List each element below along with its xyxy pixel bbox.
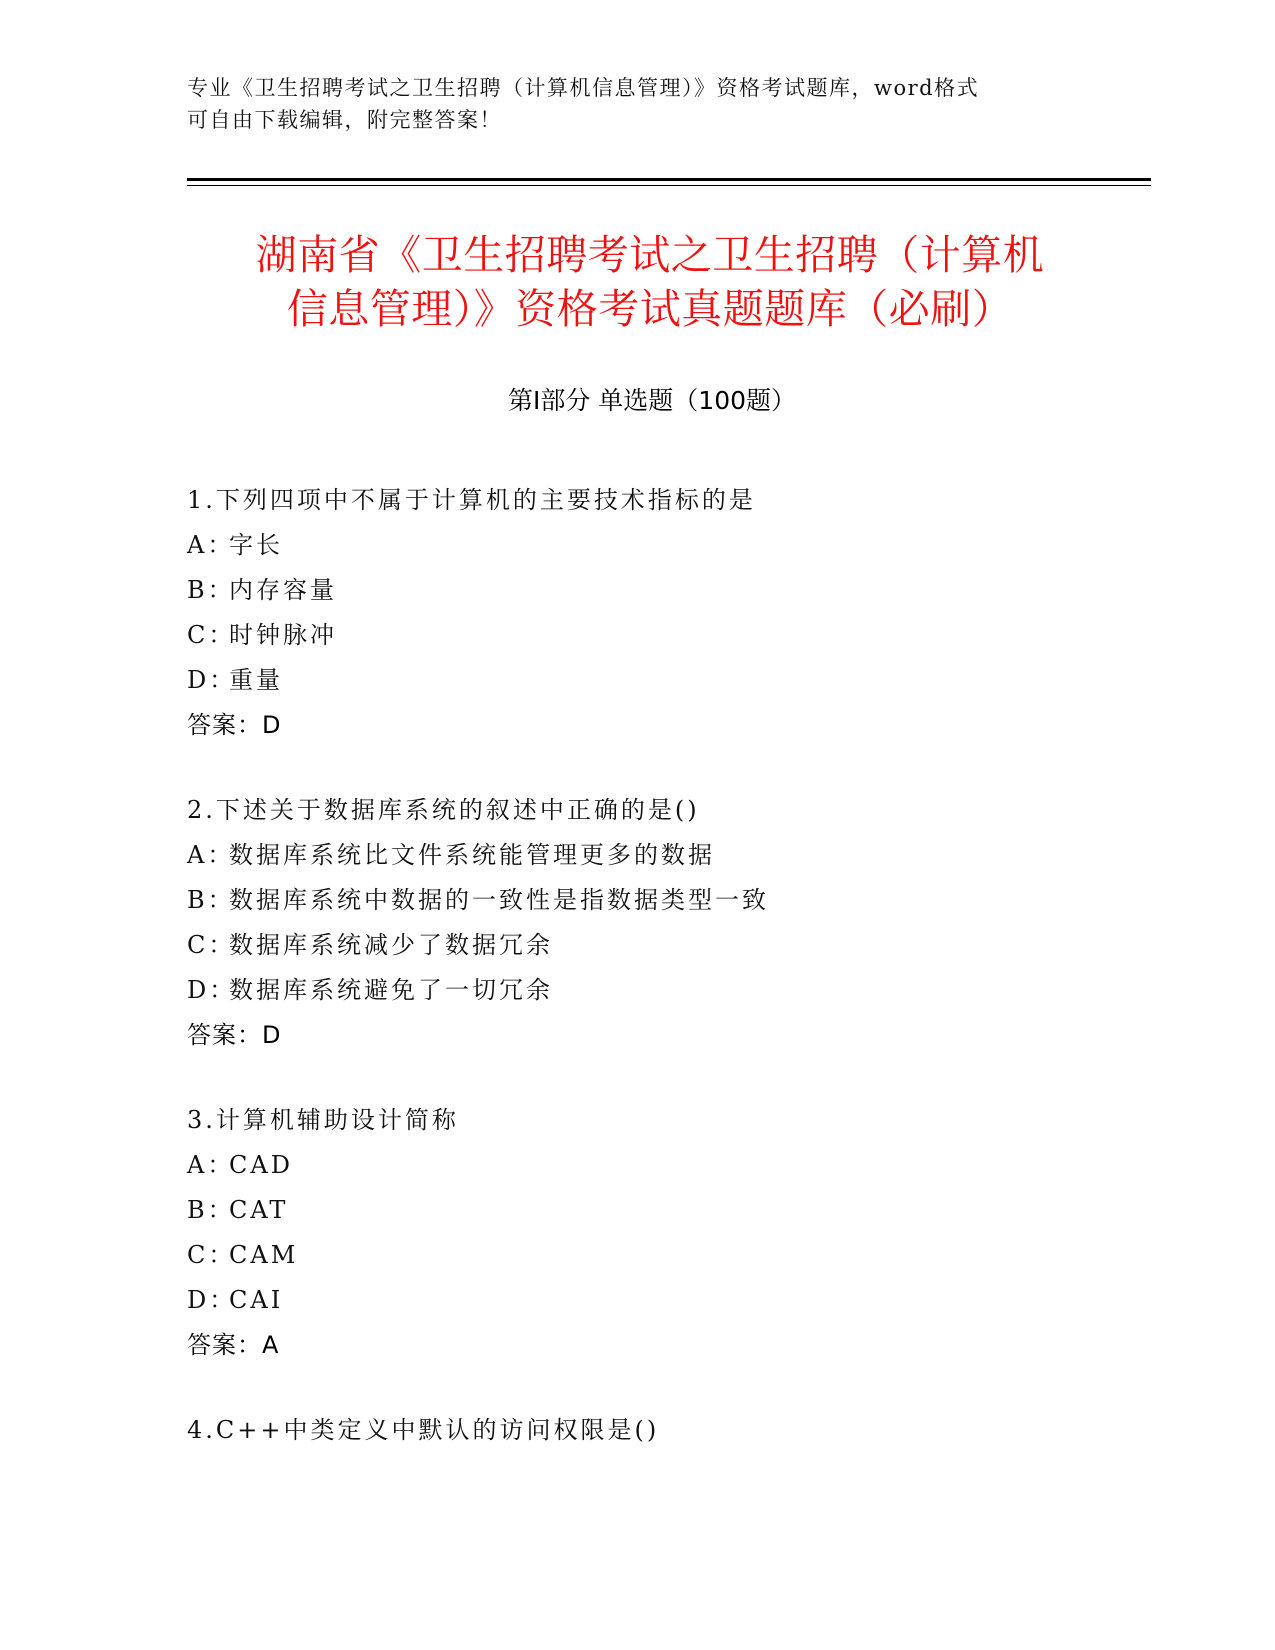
answer-line: 答案：D [187, 711, 282, 739]
option-b [187, 568, 1147, 613]
option-key: D： [187, 976, 237, 1004]
header-divider-thick [187, 178, 1151, 181]
question-stem: 4.C++中类定义中默认的访问权限是() [187, 1416, 660, 1444]
option-text: 时钟脉冲 [229, 621, 337, 649]
option-d [187, 1278, 1147, 1323]
question-item [187, 788, 1147, 1058]
option-c [187, 1233, 1147, 1278]
option-b [187, 878, 1147, 923]
option-key: A： [187, 531, 235, 559]
document-title [185, 228, 1115, 336]
header-note-line-2: 可自由下载编辑，附完整答案！ [187, 108, 502, 132]
question-stem: 1.下列四项中不属于计算机的主要技术指标的是 [187, 486, 756, 514]
section-title: 第Ⅰ部分 单选题（100题） [507, 386, 797, 415]
option-text: 重量 [229, 666, 283, 694]
option-key: D： [187, 666, 237, 694]
option-d [187, 968, 1147, 1013]
option-text: CAT [229, 1196, 289, 1224]
option-key: C： [187, 1241, 236, 1269]
question-stem: 3.计算机辅助设计简称 [187, 1106, 459, 1134]
option-b [187, 1188, 1147, 1233]
question-list [187, 478, 1147, 1493]
question-stem: 2.下述关于数据库系统的叙述中正确的是() [187, 796, 700, 824]
answer-line: 答案：A [187, 1331, 280, 1359]
option-text: CAM [229, 1241, 299, 1269]
option-text: CAD [229, 1151, 293, 1179]
option-text: 字长 [229, 531, 283, 559]
option-key: B： [187, 1196, 235, 1224]
header-note-line-1: 专业《卫生招聘考试之卫生招聘（计算机信息管理）》资格考试题库，word格式 [187, 76, 980, 100]
option-text: 内存容量 [229, 576, 337, 604]
option-text: 数据库系统避免了一切冗余 [229, 976, 553, 1004]
option-text: 数据库系统中数据的一致性是指数据类型一致 [229, 886, 769, 914]
header-divider-thin [187, 185, 1151, 186]
question-item [187, 1408, 1147, 1453]
option-a [187, 833, 1147, 878]
answer-line: 答案：D [187, 1021, 282, 1049]
document-header-note [187, 72, 1067, 136]
option-key: C： [187, 621, 236, 649]
option-text: CAI [229, 1286, 284, 1314]
question-item [187, 1098, 1147, 1368]
option-a [187, 523, 1147, 568]
option-c [187, 923, 1147, 968]
document-title-line-1: 湖南省《卫生招聘考试之卫生招聘（计算机 [255, 231, 1045, 279]
option-key: B： [187, 576, 235, 604]
option-key: B： [187, 886, 235, 914]
document-title-line-2: 信息管理）》资格考试真题题库（必刷） [286, 285, 1014, 333]
option-key: D： [187, 1286, 237, 1314]
option-text: 数据库系统减少了数据冗余 [229, 931, 553, 959]
option-d [187, 658, 1147, 703]
option-c [187, 613, 1147, 658]
option-a [187, 1143, 1147, 1188]
option-text: 数据库系统比文件系统能管理更多的数据 [229, 841, 715, 869]
option-key: A： [187, 841, 235, 869]
option-key: C： [187, 931, 236, 959]
question-item [187, 478, 1147, 748]
option-key: A： [187, 1151, 235, 1179]
